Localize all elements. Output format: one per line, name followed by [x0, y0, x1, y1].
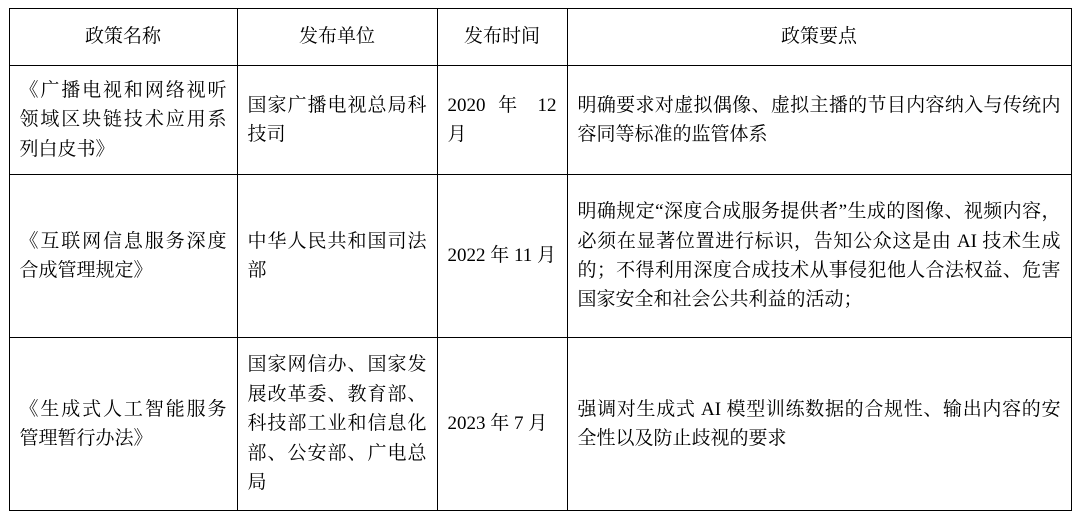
table-body	[9, 66, 1071, 511]
column-header-policy-name: 政策名称	[9, 9, 237, 66]
cell-issue-date: 2020 年 12 月	[437, 66, 567, 175]
table-header-row	[9, 9, 1071, 66]
column-header-issue-date: 发布时间	[437, 9, 567, 66]
cell-policy-points: 明确要求对虚拟偶像、虚拟主播的节目内容纳入与传统内容同等标准的监管体系	[567, 66, 1071, 175]
cell-policy-points: 强调对生成式 AI 模型训练数据的合规性、输出内容的安全性以及防止歧视的要求	[567, 338, 1071, 511]
table-row	[9, 66, 1071, 175]
cell-policy-name: 《互联网信息服务深度合成管理规定》	[9, 175, 237, 338]
cell-issuing-unit: 中华人民共和国司法部	[237, 175, 437, 338]
policy-table	[9, 8, 1072, 511]
table-header	[9, 9, 1071, 66]
cell-policy-name: 《广播电视和网络视听领域区块链技术应用系列白皮书》	[9, 66, 237, 175]
column-header-issuing-unit: 发布单位	[237, 9, 437, 66]
cell-issue-date: 2023 年 7 月	[437, 338, 567, 511]
table-row	[9, 175, 1071, 338]
column-header-policy-points: 政策要点	[567, 9, 1071, 66]
cell-policy-points: 明确规定“深度合成服务提供者”生成的图像、视频内容，必须在显著位置进行标识，告知公众这是由 AI 技术生成的；不得利用深度合成技术从事侵犯他人合法权益、危害国家安全和社会公共利益的活动；	[567, 175, 1071, 338]
table-row	[9, 338, 1071, 511]
cell-issuing-unit: 国家广播电视总局科技司	[237, 66, 437, 175]
cell-issuing-unit: 国家网信办、国家发展改革委、教育部、科技部工业和信息化部、公安部、广电总局	[237, 338, 437, 511]
cell-policy-name: 《生成式人工智能服务管理暂行办法》	[9, 338, 237, 511]
cell-issue-date: 2022 年 11 月	[437, 175, 567, 338]
